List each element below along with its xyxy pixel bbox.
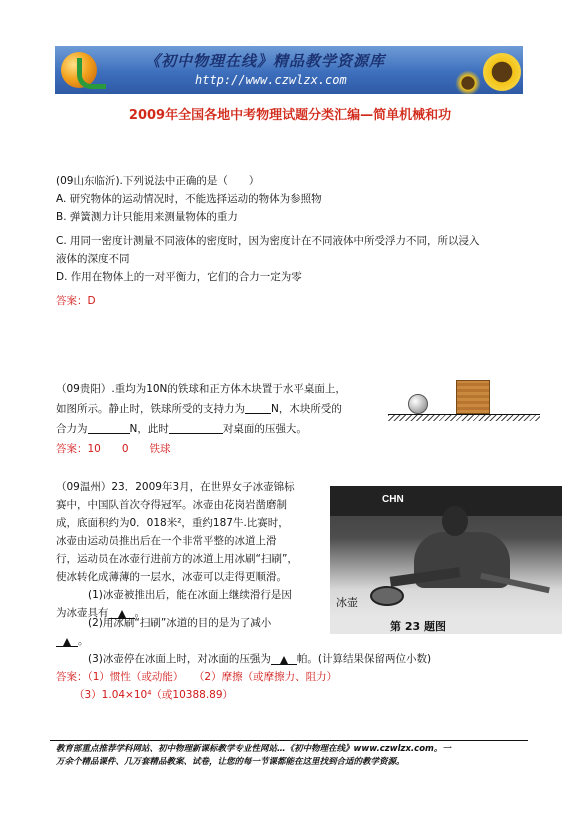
q3-answer-line2: （3）1.04×10⁴（或10388.89） xyxy=(74,689,234,701)
q3-line2: 赛中，中国队首次夺得冠军。冰壶由花岗岩凿磨制 xyxy=(56,499,287,511)
sunflower-icon xyxy=(453,68,483,94)
q3-sub3-end: 帕。(计算结果保留两位小数) xyxy=(296,653,432,665)
q2-blank-2 xyxy=(88,421,130,434)
q2-line2-b: N，木块所受的 xyxy=(271,403,342,415)
curling-stone xyxy=(370,586,404,606)
q3-line1: （09温州）23．2009年3月，在世界女子冰壶锦标 xyxy=(56,481,295,493)
footer-line2: 万余个精品课件、几万套精品教案、试卷，让您的每一节课都能在这里找到合适的教学资源。 xyxy=(56,757,405,767)
q1-option-c-line1: C. 用同一密度计测量不同液体的密度时，因为密度计在不同液体中所受浮力不同，所以浸入 xyxy=(56,235,480,247)
q3-sub3 xyxy=(88,650,431,668)
answer-triangle-icon xyxy=(280,656,288,664)
banner-title: 《初中物理在线》精品教学资源库 xyxy=(145,52,386,70)
logo-swoosh-icon xyxy=(77,58,106,89)
photo-caption: 第 23 题图 xyxy=(390,620,446,633)
q2-line2 xyxy=(56,400,342,418)
iron-ball xyxy=(408,394,428,414)
ball-and-block-figure xyxy=(388,380,540,420)
q2-line3-b: N，此时 xyxy=(129,423,169,435)
q3-blank-2 xyxy=(56,634,78,647)
footer xyxy=(56,743,526,769)
q2-line1: （09贵阳）.重均为10N的铁球和正方体木块置于水平桌面上， xyxy=(56,383,346,395)
q3-line5: 行，运动员在冰壶行进前方的冰道上用冰刷“扫刷”， xyxy=(56,553,298,565)
footer-line1: 教育部重点推荐学科网站、初中物理新课标教学专业性网站…《初中物理在线》www.czwlzx.com。一 xyxy=(56,744,451,754)
q3-sub2-end: 。 xyxy=(78,635,89,647)
q1-stem: (09山东临沂).下列说法中正确的是（ ） xyxy=(56,175,260,187)
q1-option-b: B. 弹簧测力计只能用来测量物体的重力 xyxy=(56,211,238,223)
wooden-block xyxy=(456,380,490,414)
q3-sub2-line1: (2)用冰刷“扫刷”冰道的目的是为了减小 xyxy=(88,617,272,629)
q2-line2-a: 如图所示。静止时，铁球所受的支持力为 xyxy=(56,403,245,415)
q3-sub3-text: (3)冰壶停在冰面上时，对冰面的压强为 xyxy=(88,653,271,665)
sunflower-icon-large xyxy=(480,50,523,94)
footer-divider xyxy=(50,740,528,741)
q3-line3: 成，底面积约为0．018米²，重约187牛.比赛时， xyxy=(56,517,289,529)
q1-option-c-line2: 液体的深度不同 xyxy=(56,253,130,265)
q2-line3-a: 合力为 xyxy=(56,423,88,435)
q2-blank-1 xyxy=(245,401,271,414)
q2-line3 xyxy=(56,420,307,438)
q3-sub1-end: 。 xyxy=(134,607,145,619)
table-surface xyxy=(388,414,540,421)
q2-line3-c: 对桌面的压强大。 xyxy=(222,423,307,435)
document-title: 2009年全国各地中考物理试题分类汇编—简单机械和功 xyxy=(128,108,452,123)
q3-line6: 使冰转化成薄薄的一层水，冰壶可以走得更顺滑。 xyxy=(56,571,287,583)
answer-triangle-icon xyxy=(63,638,71,646)
q1-option-a: A. 研究物体的运动情况时，不能选择运动的物体为参照物 xyxy=(56,193,322,205)
q3-sub1-text: 为冰壶具有 xyxy=(56,607,109,619)
q2-answer: 答案：10 0 铁球 xyxy=(56,443,171,455)
scoreboard-text: CHN xyxy=(382,494,404,505)
banner-url: http://www.czwlzx.com xyxy=(195,73,347,87)
q3-line4: 冰壶由运动员推出后在一个非常平整的冰道上滑 xyxy=(56,535,277,547)
athlete-head xyxy=(442,506,468,536)
photo-label: 冰壶 xyxy=(336,596,358,609)
q3-sub1-line1: (1)冰壶被推出后，能在冰面上继续滑行是因 xyxy=(88,589,292,601)
curling-photo xyxy=(330,486,562,634)
q2-blank-3 xyxy=(169,421,223,434)
q3-blank-3 xyxy=(271,652,297,665)
site-banner xyxy=(55,46,523,94)
q1-option-d: D. 作用在物体上的一对平衡力，它们的合力一定为零 xyxy=(56,271,302,283)
q3-answer-line1: 答案：（1）惯性（或动能） （2）摩擦（或摩擦力、阻力） xyxy=(56,671,338,683)
q3-sub2-line2 xyxy=(56,632,89,650)
q1-answer: 答案：D xyxy=(56,295,96,307)
caption-bar xyxy=(330,618,562,634)
